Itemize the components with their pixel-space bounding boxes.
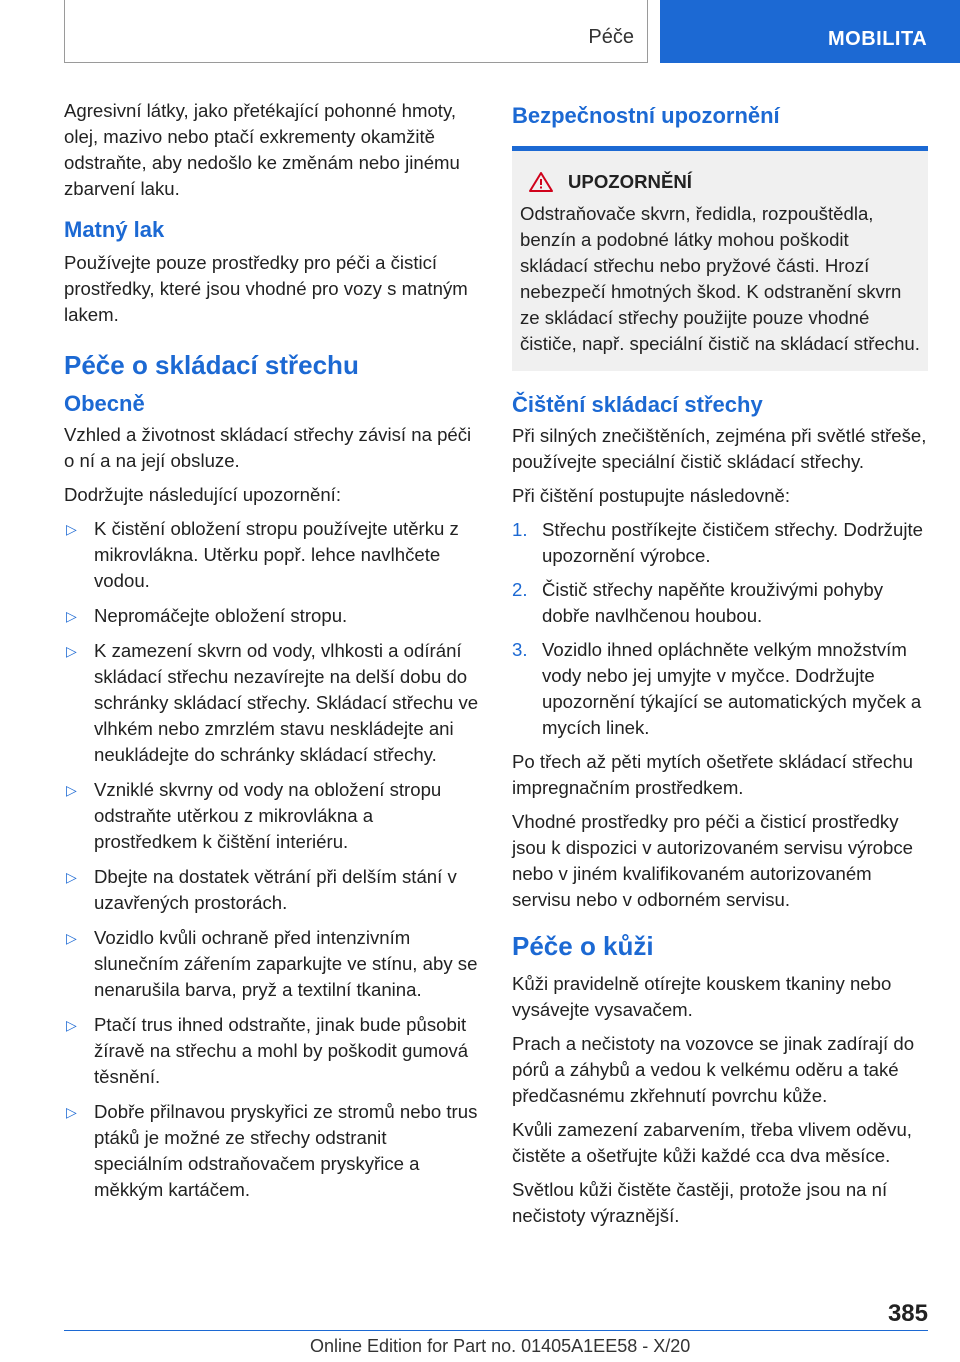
service-text: Vhodné prostředky pro péči a čisticí prostředky jsou k dispozici v autorizovaném servisu výrobce nebo v jiném kvalifikovaném autorizovaném servisu nebo v odborném servisu. — [512, 811, 913, 910]
matte-paint-heading: Matný lak — [64, 217, 165, 242]
general-instructions: Dodržujte následující upozornění: — [64, 484, 342, 505]
general-heading: Obecně — [64, 391, 145, 416]
step-number: 1. — [512, 519, 528, 540]
roof-cleaning-instructions: Při čištění postupujte následovně: — [512, 485, 791, 506]
footer-divider — [64, 1330, 928, 1331]
matte-paint-text: Používejte pouze prostředky pro péči a čisticí prostředky, které jsou vhodné pro vozy s matným lakem. — [64, 252, 468, 325]
triangle-bullet-icon: ▷ — [66, 608, 77, 624]
general-text: Vzhled a životnost skládací střechy závisí na péči o ní a na její obsluze. — [64, 424, 472, 471]
footer-edition: Online Edition for Part no. 01405A1EE58 - X/20 — [310, 1336, 691, 1356]
list-item: ▷ Vozidlo kvůli ochraně před intenzivním slunečním zářením zaparkujte ve stínu, aby se nenarušila barva, pryž a textilní tkanina. — [66, 927, 478, 1000]
warning-triangle-icon — [528, 171, 554, 193]
triangle-bullet-icon: ▷ — [66, 1017, 77, 1033]
list-item: ▷ Dobře přilnavou pryskyřici ze stromů nebo trus ptáků je možné ze střechy odstranit speciálním odstraňovačem pryskyřice a měkkým kartáčem. — [66, 1101, 478, 1200]
leather-text-3: Kvůli zamezení zabarvením, třeba vlivem oděvu, čistěte a ošetřujte kůži každé cca dva měsíce. — [512, 1119, 912, 1166]
leather-care-heading: Péče o kůži — [512, 931, 654, 961]
leather-text-4: Světlou kůži čistěte častěji, protože jsou na ní nečistoty výraznější. — [512, 1179, 888, 1226]
safety-notes-heading: Bezpečnostní upozornění — [512, 103, 780, 128]
left-column — [64, 98, 480, 1212]
list-item: 1. Střechu postříkejte čističem střechy. Dodržujte upozornění výrobce. — [512, 519, 923, 566]
list-item: 3. Vozidlo ihned opláchněte velkým množstvím vody nebo jej umyjte v myčce. Dodržujte upozornění týkající se automatických myček a mycích linek. — [512, 639, 922, 738]
right-column — [512, 98, 928, 1237]
triangle-bullet-icon: ▷ — [66, 521, 77, 537]
warning-text: Odstraňovače skvrn, ředidla, rozpouštědla, benzín a podobné látky mohou poškodit skládací střechu nebo pryžové části. Hrozí nebezpečí hmotných škod. K odstranění skvrn ze skládací střechy použijte pouze vhodné čističe, např. speciální čistič na skládací střechu. — [520, 203, 920, 354]
list-item: 2. Čistič střechy napěňte krouživými pohyby dobře navlhčenou houbou. — [512, 579, 884, 626]
triangle-bullet-icon: ▷ — [66, 782, 77, 798]
impregnation-text: Po třech až pěti mytích ošetřete skládací střechu impregnačním prostředkem. — [512, 751, 913, 798]
leather-text-1: Kůži pravidelně otírejte kouskem tkaniny nebo vysávejte vysavačem. — [512, 973, 892, 1020]
cleaning-steps-list — [512, 517, 928, 741]
list-item: ▷ K zamezení skvrn od vody, vlhkosti a odírání skládací střechu nezavírejte na delší dobu do schránky skládací střechy. Skládací střechu ve vlhkém nebo zmrzlém stavu neskládejte ani neukládejte do schránky skládací střechy. — [66, 640, 479, 765]
step-number: 2. — [512, 579, 528, 600]
list-item: ▷ Vzniklé skvrny od vody na obložení stropu odstraňte utěrkou z mikrovlákna a prostředkem k čištění interiéru. — [66, 779, 442, 852]
intro-paragraph: Agresivní látky, jako přetékající pohonné hmoty, olej, mazivo nebo ptačí exkrementy okamžitě odstraňte, aby nedošlo ke změnám nebo jinému zbarvení laku. — [64, 100, 460, 199]
list-item: ▷ Dbejte na dostatek větrání při delším stání v uzavřených prostorách. — [66, 866, 457, 913]
triangle-bullet-icon: ▷ — [66, 1104, 77, 1120]
roof-cleaning-heading: Čištění skládací střechy — [512, 392, 763, 417]
leather-text-2: Prach a nečistoty na vozovce se jinak zadírají do pórů a záhybů a vedou k velkému oděru a také předčasnému zkřehnutí povrchu kůže. — [512, 1033, 915, 1106]
triangle-bullet-icon: ▷ — [66, 869, 77, 885]
warning-box — [512, 146, 928, 371]
warning-header — [528, 169, 920, 195]
page-number: 385 — [887, 1300, 928, 1327]
folding-roof-heading: Péče o skládací střechu — [64, 350, 359, 380]
list-item: ▷ K čistění obložení stropu používejte utěrku z mikrovlákna. Utěrku popř. lehce navlhčete vodou. — [66, 518, 459, 591]
care-bullet-list — [64, 516, 480, 1203]
header-section-title: Péče — [588, 26, 634, 48]
roof-cleaning-text: Při silných znečištěních, zejména při světlé střeše, používejte speciální čistič skládací střechy. — [512, 425, 927, 472]
list-item: ▷ Ptačí trus ihned odstraňte, jinak bude působit žíravě na střechu a mohl by poškodit gumová těsnění. — [66, 1014, 469, 1087]
warning-label: UPOZORNĚNÍ — [568, 171, 692, 192]
header-chapter-tab[interactable] — [660, 0, 960, 63]
step-number: 3. — [512, 639, 528, 660]
list-item: ▷ Nepromáčejte obložení stropu. — [64, 603, 480, 629]
header-chapter-label: MOBILITA — [828, 28, 928, 50]
triangle-bullet-icon: ▷ — [66, 643, 77, 659]
triangle-bullet-icon: ▷ — [66, 930, 77, 946]
header-frame — [64, 0, 648, 63]
